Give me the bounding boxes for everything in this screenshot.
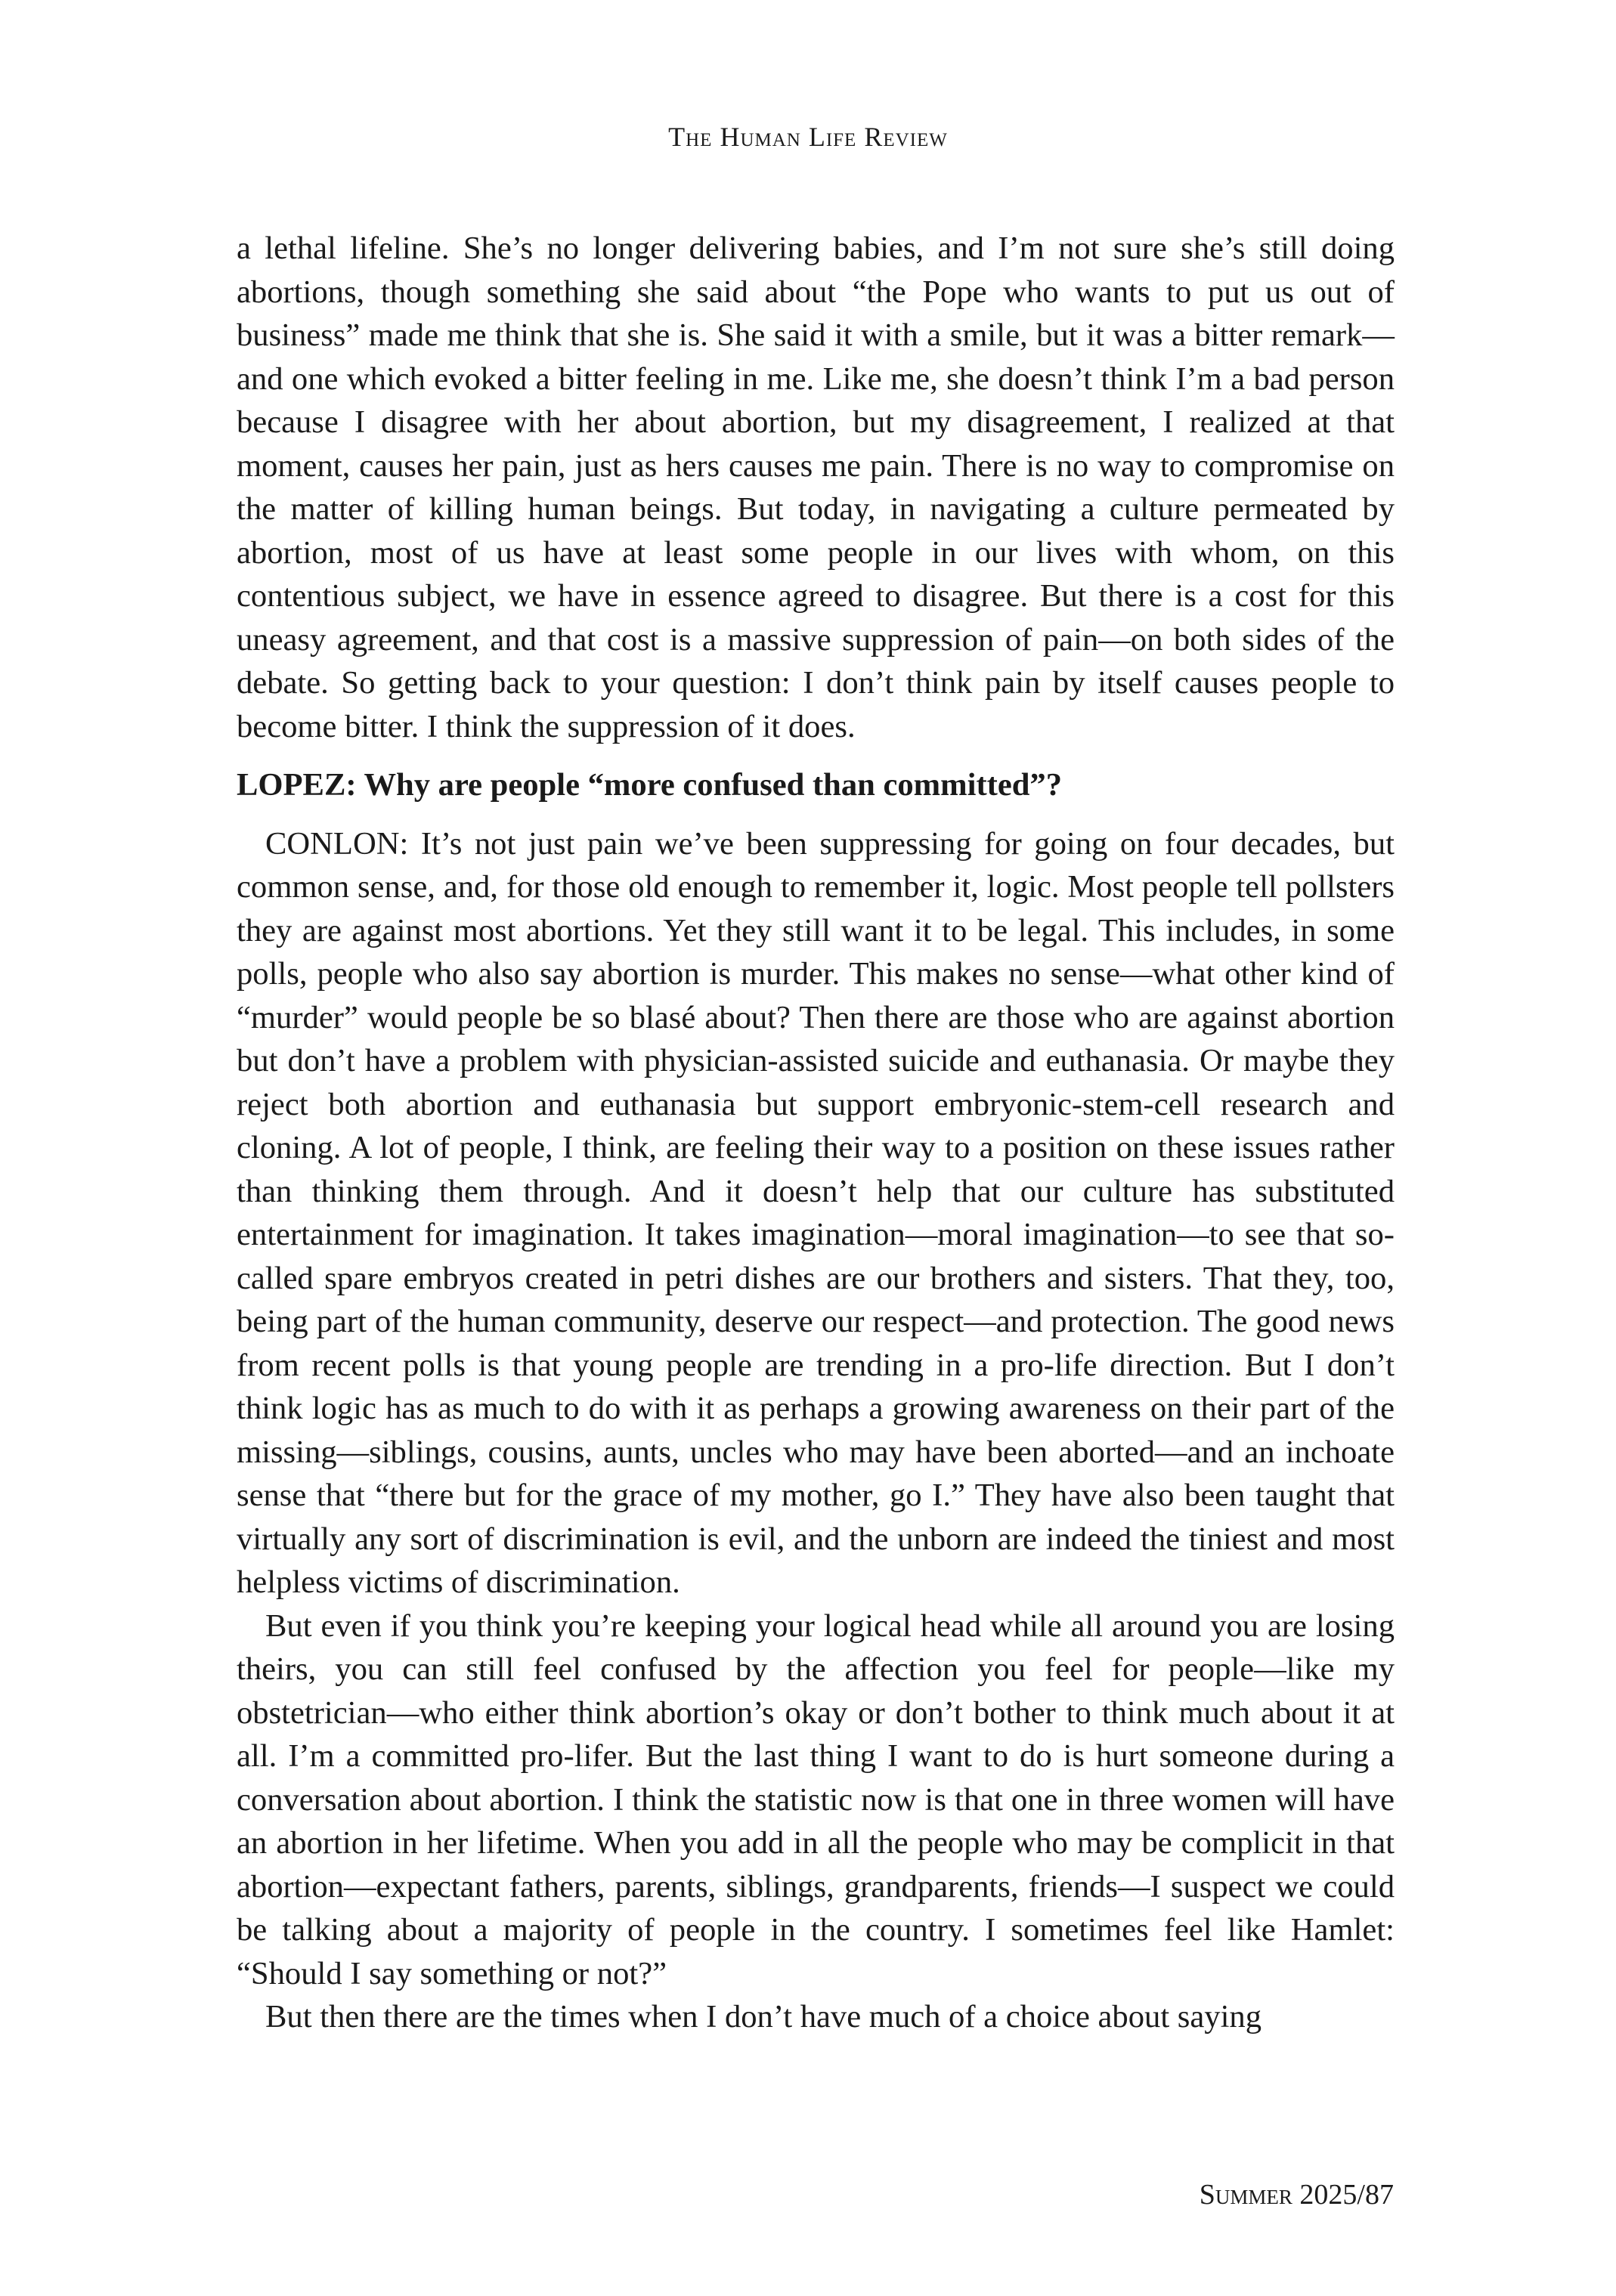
paragraph: But even if you think you’re keeping your logical head while all around you are losing theirs, you can still feel confused by the affection you feel for people—like my obstetrician—who either think abortion’s okay or don’t bother to think much about it at all. I’m a committed pro-lifer. But the last thing I want to do is hurt someone during a conversation about abortion. I think the statistic now is that one in three women will have an abortion in her lifetime. When you add in all the people who may be complicit in that abortion—expectant fathers, parents, siblings, grandparents, friends—I suspect we could be talking about a majority of people in the country. I sometimes feel like Hamlet: “Should I say something or not?”	[237, 1608, 1395, 1991]
paragraph: But then there are the times when I don’t have much of a choice about saying	[265, 1999, 1262, 2035]
page-folio: Summer 2025/87	[1199, 2179, 1394, 2211]
paragraph: CONLON: It’s not just pain we’ve been suppressing for going on four decades, but common sense, and, for those old enough to remember it, logic. Most people tell pollsters they are against most abortions. Yet they still want it to be legal. This includes, in some polls, people who also say abortion is murder. This makes no sense—what other kind of “murder” would people be so blasé about? Then there are those who are against abortion but don’t have a problem with physician-assisted suicide and euthanasia. Or maybe they reject both abortion and euthanasia but support embryonic-stem-cell research and cloning. A lot of people, I think, are feeling their way to a position on these issues rather than thinking them through. And it doesn’t help that our culture has substituted entertainment for imagination. It takes imagination—moral imagination—to see that so-called spare embryos created in petri dishes are our brothers and sisters. That they, too, being part of the human community, deserve our respect—and protection. The good news from recent polls is that young people are trending in a pro-life direction. But I don’t think logic has as much to do with it as perhaps a growing awareness on their part of the missing—siblings, cousins, aunts, uncles who may have been aborted—and an inchoate sense that “there but for the grace of my mother, go I.” They have also been taught that virtually any sort of discrimination is evil, and the unborn are indeed the tiniest and most helpless victims of discrimination.	[237, 825, 1395, 1600]
interview-question: LOPEZ: Why are people “more confused than committed”?	[237, 767, 1063, 803]
paragraph: a lethal lifeline. She’s no longer delivering babies, and I’m not sure she’s still doing abortions, though something she said about “the Pope who wants to put us out of business” made me think that she is. She said it with a smile, but it was a bitter remark—and one which evoked a bitter feeling in me. Like me, she doesn’t think I’m a bad person because I disagree with her about abortion, but my disagreement, I realized at that moment, causes her pain, just as hers causes me pain. There is no way to compromise on the matter of killing human beings. But today, in navigating a culture permeated by abortion, most of us have at least some people in our lives with whom, on this contentious subject, we have in essence agreed to disagree. But there is a cost for this uneasy agreement, and that cost is a massive suppression of pain—on both sides of the debate. So getting back to your question: I don’t think pain by itself causes people to become bitter. I think the suppression of it does.	[237, 231, 1395, 744]
article-body	[237, 227, 1395, 2039]
running-head: The Human Life Review	[668, 122, 948, 152]
